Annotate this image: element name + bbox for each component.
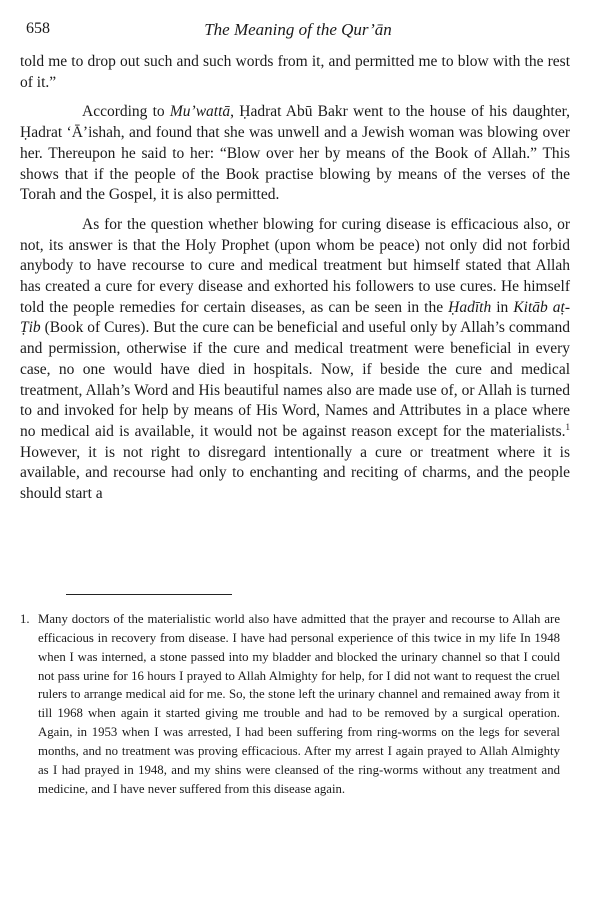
paragraph-cure (20, 215, 570, 505)
footnote-text: Many doctors of the materialistic world also have admitted that the prayer and recourse to Allah are efficacious in recovery from disease. I have had personal experience of this twice in my life In 1948 when I was interned, a stone passed into my bladder and blocked the urinary channel so that I could not pass urine for 16 hours I prayed to Allah Almighty for help, for I did not want to request the cruel rulers to arrange medical aid for me. So, the stone left the urinary channel and remained away from it till 1968 when again it started giving me trouble and had to be removed by a surgical operation. Again, in 1953 when I was arrested, I had been suffering from ring-worms on the legs for several months, and no treatment was proving efficacious. After my arrest I again prayed to Allah Almighty as I had prayed in 1948, and my shins were cleansed of the ring-worms without any treatment and medicine, and I have never suffered from this disease again. (38, 612, 560, 796)
paragraph-lead-text: According to (82, 103, 170, 121)
source-title: Mu’wattā (169, 103, 231, 121)
paragraph-text: As for the question whether blowing for curing disease is efficacious also, or not, its answer is that the Holy Prophet (upon whom be peace) not only did not forbid anybody to have recourse to cure and medical treatment but himself stated that Allah has created a cure for every disease and exhorted his followers to use cures. He himself told the people remedies for certain diseases, as can be seen in the (20, 215, 570, 316)
main-text (20, 52, 570, 505)
paragraph-text: (Book of Cures). But the cure can be beneficial and useful only by Allah’s command and permission, otherwise if the cure and medical treatment were beneficial in every case, no one would have died in hospitals. Now, if beside the cure and medical treatment, Allah’s Word and His beautiful names also are made use of, or Allah is turned to and invoked for help by means of His Word, Names and Attributes in a place where no medical aid is available, it would not be against reason except for the materialists. (20, 319, 570, 440)
paragraph-continuation: told me to drop out such and such words from it, and permitted me to blow with the rest of it.” (20, 53, 570, 91)
footnote-divider (66, 594, 232, 595)
page-number: 658 (26, 20, 50, 37)
book-title: Kitāb aṭ-Ṭib (20, 298, 571, 337)
paragraph-text: , Ḥadrat Abū Bakr went to the house of his daughter, Ḥadrat ‘Ā’ishah, and found that she was unwell and a Jewish woman was blowing over her. Thereupon he said to her: “Blow over her by means of the Book of Allah.” This shows that if the people of the Book practise blowing by means of the verses of the Torah and the Gospel, it is also permitted. (20, 103, 570, 204)
footnote-reference[interactable]: 1 (565, 421, 570, 432)
footnote-number: 1. (20, 612, 30, 626)
paragraph-text: in (491, 298, 514, 316)
running-title: The Meaning of the Qur’ān (204, 20, 392, 39)
hadith-term: Ḥadīth (448, 298, 492, 316)
footnote (20, 610, 560, 798)
paragraph-text: However, it is not right to disregard intentionally a cure or treatment where it is available, and recourse had only to enchanting and reciting of charms, and the people should start a (20, 443, 570, 503)
paragraph-muwatta (20, 102, 570, 206)
page-header (26, 18, 570, 44)
